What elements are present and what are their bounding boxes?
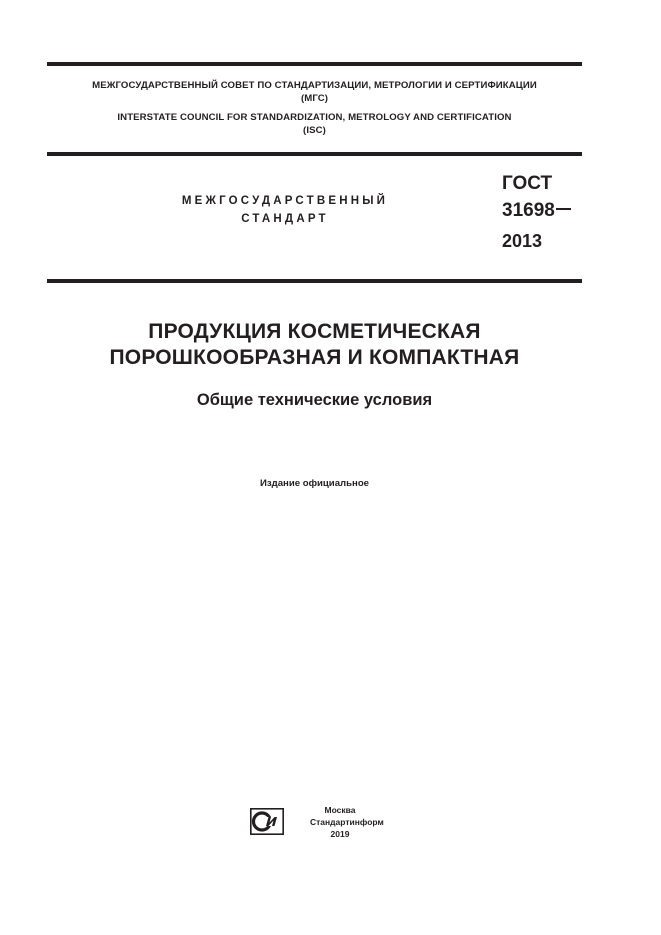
gost-number: 31698 — [502, 200, 555, 221]
title-line1: ПРОДУКЦИЯ КОСМЕТИЧЕСКАЯ — [148, 320, 481, 343]
standard-type-line2: СТАНДАРТ — [241, 213, 329, 225]
council-ru-block — [47, 79, 582, 105]
council-en-block — [47, 111, 582, 137]
council-en-abbr: (ISC) — [303, 125, 326, 136]
council-ru-abbr: (МГС) — [300, 93, 329, 104]
standartinform-logo-icon — [250, 808, 284, 835]
publisher-year: 2019 — [330, 829, 350, 839]
top-rule — [47, 62, 582, 66]
gost-dash — [556, 208, 571, 210]
subtitle: Общие технические условия — [196, 391, 433, 409]
council-ru-name: МЕЖГОСУДАРСТВЕННЫЙ СОВЕТ ПО СТАНДАРТИЗАЦИИ, МЕТРОЛОГИИ И СЕРТИФИКАЦИИ — [92, 80, 537, 91]
gost-number-line — [502, 197, 612, 225]
designation-rule — [47, 279, 582, 283]
council-en-name: INTERSTATE COUNCIL FOR STANDARDIZATION, METROLOGY AND CERTIFICATION — [117, 112, 512, 123]
publisher-name: Стандартинформ — [310, 817, 384, 827]
standard-type-line1: МЕЖГОСУДАРСТВЕННЫЙ — [181, 195, 389, 207]
header-rule — [47, 152, 582, 156]
gost-label: ГОСТ — [502, 173, 553, 194]
edition-note: Издание официальное — [259, 478, 370, 489]
title-line2: ПОРОШКООБРАЗНАЯ И КОМПАКТНАЯ — [109, 346, 520, 369]
gost-year: 2013 — [502, 231, 543, 251]
publisher-city: Москва — [324, 805, 356, 815]
